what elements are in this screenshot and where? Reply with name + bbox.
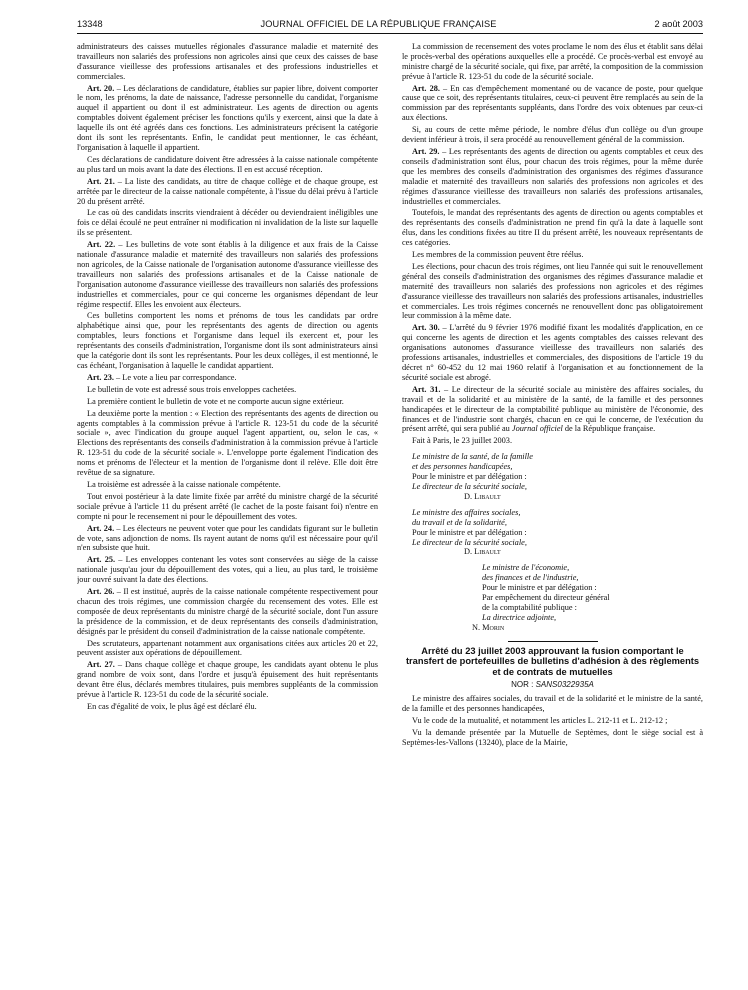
article-28 — [402, 84, 703, 124]
paragraph: Des scrutateurs, appartenant notamment aux organisations citées aux articles 20 et 22, peuvent assister aux opérations de dépouillement. — [77, 638, 378, 658]
paragraph: Le ministre des affaires sociales, du travail et de la solidarité et le ministre de la santé, de la famille et des personnes handicapées, — [402, 694, 703, 713]
page-number: 13348 — [77, 19, 103, 29]
signature-line: Le directeur de la sécurité sociale, — [412, 481, 527, 491]
article-text: – Dans chaque collège et chaque groupe, les candidats ayant obtenu le plus grand nombre de voix sont, dans l'ordre et jusqu'à épuisement des huit représentants devant être élus, déclarés membres titulaires, puis membres suppléants de la commission prévue à l'article R. 123-51 du code de la sécurité sociale. — [77, 660, 378, 700]
arrete-title: Arrêté du 23 juillet 2003 approuvant la fusion comportant le transfert de portefeuilles de bulletins d'adhésion à des règlements et de contrats de mutuelles — [405, 645, 700, 677]
article-30 — [402, 323, 703, 382]
paragraph: administrateurs des caisses mutuelles régionales d'assurance maladie et maternité des travailleurs non salariés des professions non agricoles ainsi que ceux des caisses de base d'assurance vieillesse des professions artisanales et des professions industrielles et commerciales. — [77, 41, 378, 81]
article-31 — [402, 385, 703, 435]
article-24 — [77, 524, 378, 554]
signatory-name: D. Libault — [464, 547, 501, 557]
signature-line: La directrice adjointe, — [482, 612, 557, 622]
paragraph: La troisième est adressée à la caisse nationale compétente. — [87, 479, 281, 489]
signature-sante — [402, 452, 703, 502]
signatory-name: N. Morin — [472, 622, 505, 632]
article-label: Art. 29. — [412, 146, 440, 156]
signature-line: du travail et de la solidarité, — [412, 517, 507, 527]
nor-value: SANS0322935A — [535, 680, 594, 690]
paragraph: En cas d'égalité de voix, le plus âgé est déclaré élu. — [87, 702, 257, 711]
paragraph: Ces déclarations de candidature doivent être adressées à la caisse nationale compétente au plus tard un mois avant la date des élections. Il en est accusé réception. — [77, 154, 378, 174]
signature-affaires-sociales — [402, 508, 703, 558]
signature-economie — [402, 563, 703, 632]
article-text: – En cas d'empêchement momentané ou de vacance de poste, pour quelque cause que ce soit, des représentants titulaires, ceux-ci peuvent être remplacés au sein de la commission par des représentants suppléants, dans l'ordre des voix obtenues par ceux-ci aux élections. — [402, 83, 703, 123]
article-text: – L'arrêté du 9 février 1976 modifié fixant les modalités d'application, en ce qui concerne les agents de direction et les agents comptables des caisses relevant des organisations autonomes d'assurance vieillesse des travailleurs non salariés des professions artisanales, industrielles et commerciales, des dispositions de l'article 19 du décret n° 60-452 du 12 mai 1960 relatif à l'organisation et au fonctionnement de la sécurité sociale est abrogé. — [402, 323, 703, 382]
article-text: – Les déclarations de candidature, établies sur papier libre, doivent comporter le nom, les prénoms, la date de naissance, l'adresse personnelle du candidat, l'organisme auquel il appartient ou dont il est administrateur. Les agents de direction ou agents comptables doivent également préciser les fonctions qu'ils y exercent, ainsi que la date à laquelle ils ont été agréés dans ces fonctions. Les administrateurs précisent la catégorie dont ils sont les représentants. Enfin, le candidat peut mentionner, le cas échéant, l'organisation à laquelle il appartient. — [77, 83, 378, 152]
paragraph: Le bulletin de vote est adressé sous trois enveloppes cachetées. — [87, 384, 297, 394]
paragraph: La deuxième porte la mention : « Election des représentants des agents de direction ou agents comptables à la commission prévue à l'article R. 123-51 du code de la sécurité sociale », avec l'indication du groupe auquel l'agent appartient, ou, selon le cas, « Elections des représentants des conseils d'administration à la commission prévue à l'article R. 123-51 du code de la sécurité sociale ». L'enveloppe porte également l'indication des noms et prénoms de l'électeur et la mention de l'organisme dont il relève. Elle doit être revêtue de sa signature. — [77, 408, 378, 478]
signature-line: et des personnes handicapées, — [412, 462, 513, 472]
paragraph: Vu la demande présentée par la Mutuelle de Septèmes, dont le siège social est à Septèmes-les-Vallons (13240), place de la Mairie, — [402, 727, 703, 747]
signature-line: Par empêchement du directeur général — [482, 593, 610, 603]
signature-line: Pour le ministre et par délégation : — [482, 583, 597, 593]
article-label: Art. 22. — [87, 240, 116, 250]
paragraph: La première contient le bulletin de vote et ne comporte aucun signe extérieur. — [87, 396, 344, 406]
section-divider — [508, 641, 598, 642]
paragraph: Vu le code de la mutualité, et notamment les articles L. 212-11 et L. 212-12 ; — [412, 715, 668, 725]
text-columns — [77, 42, 703, 942]
article-text: – Les électeurs ne peuvent voter que pour les candidats figurant sur le bulletin de vote, sans adjonction de noms. Ils rayent autant de noms qu'il est nécessaire pour qu'il n'en subsiste que huit. — [77, 523, 378, 553]
article-text: – Les enveloppes contenant les votes sont conservées au siège de la caisse nationale jusqu'au jour du dépouillement des votes, qui a lieu, au plus tard, le troisième jour ouvré suivant la date des élections. — [77, 555, 378, 585]
article-label: Art. 21. — [87, 176, 115, 186]
article-text: – Il est institué, auprès de la caisse nationale compétente respectivement pour chacun des trois régimes, une commission chargée du recensement des votes. Elle est composée de deux représentants du ministre chargé de la sécurité sociale, dont l'un assure la présidence de la commission, et de deux représentants des conseils d'administration, désignés par le président du conseil d'administration de la caisse nationale compétente. — [77, 587, 378, 636]
paragraph: Si, au cours de cette même période, le nombre d'élus d'un collège ou d'un groupe devient inférieur à trois, il sera procédé au renouvellement général de la commission. — [402, 125, 703, 145]
signature-line: Pour le ministre et par délégation : — [412, 527, 527, 537]
paragraph: Le cas où des candidats inscrits viendraient à décéder ou deviendraient inéligibles une fois ce délai écoulé ne peut entraîner ni modification ni invalidation de la liste sur laquelle ils se présentent. — [77, 208, 378, 238]
signature-line: des finances et de l'industrie, — [482, 573, 579, 583]
journal-title: JOURNAL OFFICIEL DE LA RÉPUBLIQUE FRANÇAISE — [260, 19, 497, 29]
article-label: Art. 23. — [87, 372, 114, 382]
article-25 — [77, 555, 378, 585]
signatory-name: D. Libault — [464, 491, 501, 501]
article-26 — [77, 587, 378, 637]
paragraph: La commission de recensement des votes proclame le nom des élus et établit sans délai le procès-verbal des opérations auxquelles elle a procédé. Ce procès-verbal est envoyé au ministre chargé de la sécurité sociale, qui fixe, par arrêté, la composition de la commission prévue à l'article R. 123-51 du code de la sécurité sociale. — [402, 41, 703, 81]
article-label: Art. 27. — [87, 660, 115, 670]
paragraph: Les élections, pour chacun des trois régimes, ont lieu l'année qui suit le renouvellement général des conseils d'administration des organismes des régimes d'assurance maladie et maternité des travailleurs non salariés des professions non agricoles et des régimes d'assurance vieillesse des travailleurs non salariés des professions artisanales, industrielles et commerciales. Les trois régimes concernés ne renouvellent donc pas obligatoirement leur commission à la même date. — [402, 261, 703, 321]
paragraph: Toutefois, le mandat des représentants des agents de direction ou agents comptables et des représentants des conseils d'administration ne prend fin qu'à la date à laquelle sont élus, dans les conditions fixées au titre II du présent arrêté, les nouveaux représentants de ces catégories. — [402, 208, 703, 248]
article-label: Art. 28. — [412, 83, 440, 93]
article-22 — [77, 240, 378, 309]
page-header — [77, 20, 703, 34]
signature-line: Le ministre de la santé, de la famille — [412, 452, 533, 462]
article-text: de la République française. — [562, 424, 656, 434]
article-label: Art. 20. — [87, 83, 115, 93]
article-29 — [402, 147, 703, 206]
paragraph: Ces bulletins comportent les noms et prénoms de tous les candidats par ordre alphabétique ainsi que, pour les représentants des agents de direction ou agents comptables, leurs fonctions et l'organisme dans lequel ils exercent et, pour les représentants des conseils d'administration, l'organisme dont ils sont administrateurs ainsi que la catégorie dont ils sont les représentants. Pour les deux collèges, il est mentionné, le cas échéant, l'organisation à laquelle le candidat appartient. — [77, 311, 378, 370]
article-label: Art. 24. — [87, 523, 115, 533]
article-label: Art. 31. — [412, 384, 441, 394]
nor-reference — [402, 680, 703, 690]
left-column — [77, 42, 378, 942]
article-text: – Le directeur de la sécurité sociale au ministère des affaires sociales, du travail et de la solidarité et au ministère de la santé, de la famille et des personnes handicapées et le directeur de la comptabilité publique au ministère de l'économie, des finances et de l'industrie sont chargés, chacun en ce qui le concerne, de l'exécution du présent arrêté, qui sera publié au — [402, 384, 703, 434]
article-text: – La liste des candidats, au titre de chaque collège et de chaque groupe, est arrêtée par le directeur de la caisse nationale compétente, à l'issue du délai prévu à l'article 20 du présent arrêté. — [77, 176, 378, 206]
nor-label: NOR : — [511, 680, 536, 690]
right-column — [402, 42, 703, 942]
article-label: Art. 25. — [87, 555, 116, 565]
article-21 — [77, 177, 378, 207]
issue-date: 2 août 2003 — [654, 19, 703, 29]
article-27 — [77, 660, 378, 700]
signature-line: Le ministre de l'économie, — [482, 563, 570, 573]
signature-line: Le ministre des affaires sociales, — [412, 507, 521, 517]
article-text: – Les bulletins de vote sont établis à la diligence et aux frais de la Caisse nationale d'assurance maladie et maternité des travailleurs non salariés des professions non agricoles, de la Caisse nationale de l'organisation autonome d'assurance vieillesse des travailleurs non salariés des professions artisanales et de la Caisse nationale de l'organisation autonome d'assurance vieillesse des travailleurs non salariés des professions industrielles et commerciales, pour ce qui concerne les organismes dépendant de leur régime respectif. Elles les envoient aux électeurs. — [77, 240, 378, 309]
signature-line: Le directeur de la sécurité sociale, — [412, 537, 527, 547]
article-text: – Les représentants des agents de direction ou agents comptables et ceux des conseils d'administration sont élus, pour chacun des trois régimes, pour la même durée que les membres des conseils d'administration des organismes des régimes d'assurance maladie et maternité des travailleurs non salariés des professions non agricoles et des régimes d'assurance vieillesse des travailleurs non salariés des professions artisanales, industrielles et commerciales. — [402, 146, 703, 206]
article-20 — [77, 84, 378, 153]
article-label: Art. 26. — [87, 587, 115, 597]
signature-line: Pour le ministre et par délégation : — [412, 472, 527, 482]
paragraph: Les membres de la commission peuvent être réélus. — [412, 250, 584, 260]
signature-line: de la comptabilité publique : — [482, 602, 577, 612]
article-23 — [77, 373, 378, 383]
article-label: Art. 30. — [412, 323, 440, 333]
article-text: – Le vote a lieu par correspondance. — [113, 372, 237, 382]
paragraph: Tout envoi postérieur à la date limite fixée par arrêté du ministre chargé de la sécurité sociale prévue à l'article 11 du présent arrêté (le cachet de la poste faisant foi) n'entre en compte ni pour le recensement ni pour le dépouillement des votes. — [77, 491, 378, 521]
place-date-line: Fait à Paris, le 23 juillet 2003. — [412, 436, 513, 446]
journal-name: Journal officiel — [511, 424, 563, 434]
